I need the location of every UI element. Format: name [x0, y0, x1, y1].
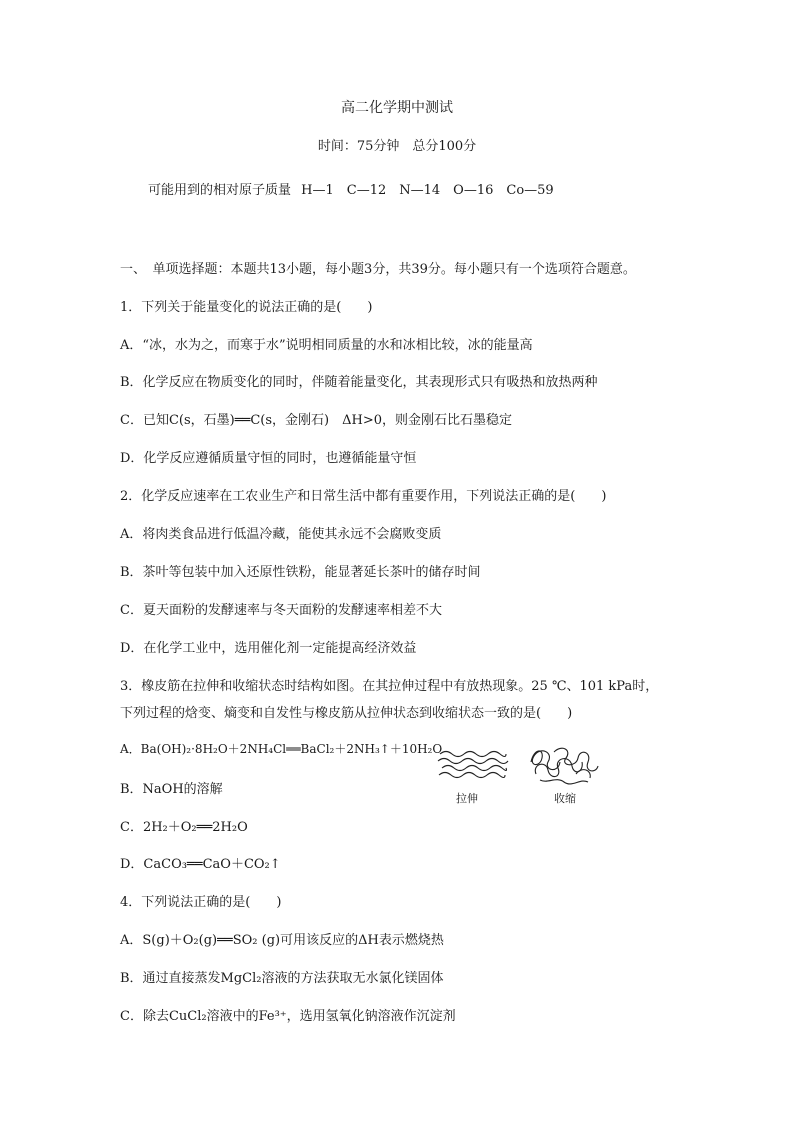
q4-option-a-text: A．S(g)＋O₂(g)══SO₂ (g)可用该反应的ΔH — [120, 933, 379, 948]
q3-stem-line1: 3．橡皮筋在拉伸和收缩状态时结构如图。在其拉伸过程中有放热现象。25 ℃、101 kPa时， — [120, 679, 659, 694]
q3-stem-line2: 下列过程的焓变、熵变和自发性与橡皮筋从拉伸状态到收缩状态一致的是( ) — [120, 706, 573, 721]
q2-option-c: C．夏天面粉的发酵速率与冬天面粉的发酵速率相差不大 — [120, 603, 442, 618]
q2-stem: 2．化学反应速率在工农业生产和日常生活中都有重要作用，下列说法正确的是( ) — [120, 489, 607, 504]
shrink-label: 收缩 — [554, 792, 576, 805]
q2-option-b: B．茶叶等包装中加入还原性铁粉，能显著延长茶叶的储存时间 — [120, 565, 481, 580]
q1-option-a: A．“冰，水为之，而寒于水”说明相同质量的水和冰相比较，冰的能量高 — [120, 338, 533, 353]
atomic-mass-values: H—1 C—12 N—14 O—16 Co—59 — [301, 183, 554, 198]
q2-option-d: D．在化学工业中，选用催化剂一定能提高经济效益 — [120, 641, 417, 656]
rubber-band-drawing — [436, 744, 606, 788]
q4-option-a — [120, 929, 444, 948]
q3-option-b: B．NaOH的溶解 — [120, 782, 223, 797]
q2-option-a: A．将肉类食品进行低温冷藏，能使其永远不会腐败变质 — [120, 527, 442, 542]
atomic-mass-line — [148, 179, 554, 198]
q4-option-c: C．除去CuCl₂溶液中的Fe³⁺，选用氢氧化钠溶液作沉淀剂 — [120, 1009, 456, 1024]
rubber-band-figure — [436, 744, 606, 806]
q3-option-a: A．Ba(OH)₂·8H₂O＋2NH₄Cl══BaCl₂＋2NH₃↑＋10H₂O — [120, 742, 443, 756]
q4-option-b: B．通过直接蒸发MgCl₂溶液的方法获取无水氯化镁固体 — [120, 971, 444, 986]
stretched-chains — [438, 752, 508, 778]
q3-option-d: D．CaCO₃══CaO＋CO₂↑ — [120, 857, 281, 872]
q1-option-c — [120, 409, 512, 428]
shrunk-chains — [531, 748, 598, 784]
exam-time-score: 时间：75分钟 总分100分 — [317, 139, 477, 154]
q4-stem: 4．下列说法正确的是( ) — [120, 895, 282, 910]
atomic-mass-label: 可能用到的相对原子质量 — [148, 183, 292, 198]
exam-title: 高二化学期中测试 — [341, 100, 453, 116]
q1-option-c-text: C．已知C(s，石墨)══C(s，金刚石) ΔH — [120, 413, 363, 428]
q3-option-c: C．2H₂＋O₂══2H₂O — [120, 820, 248, 835]
q1-option-b: B．化学反应在物质变化的同时，伴随着能量变化，其表现形式只有吸热和放热两种 — [120, 375, 598, 390]
q1-stem: 1．下列关于能量变化的说法正确的是( ) — [120, 300, 373, 315]
stretch-label: 拉伸 — [456, 792, 478, 805]
q1-option-d: D．化学反应遵循质量守恒的同时，也遵循能量守恒 — [120, 451, 417, 466]
q1-option-c-rest: >0，则金刚石比石墨稳定 — [362, 413, 513, 428]
q4-option-a-rest: 表示燃烧热 — [378, 933, 444, 948]
section-heading: 一、 单项选择题：本题共13小题，每小题3分，共39分。每小题只有一个选项符合题意。 — [120, 262, 636, 277]
